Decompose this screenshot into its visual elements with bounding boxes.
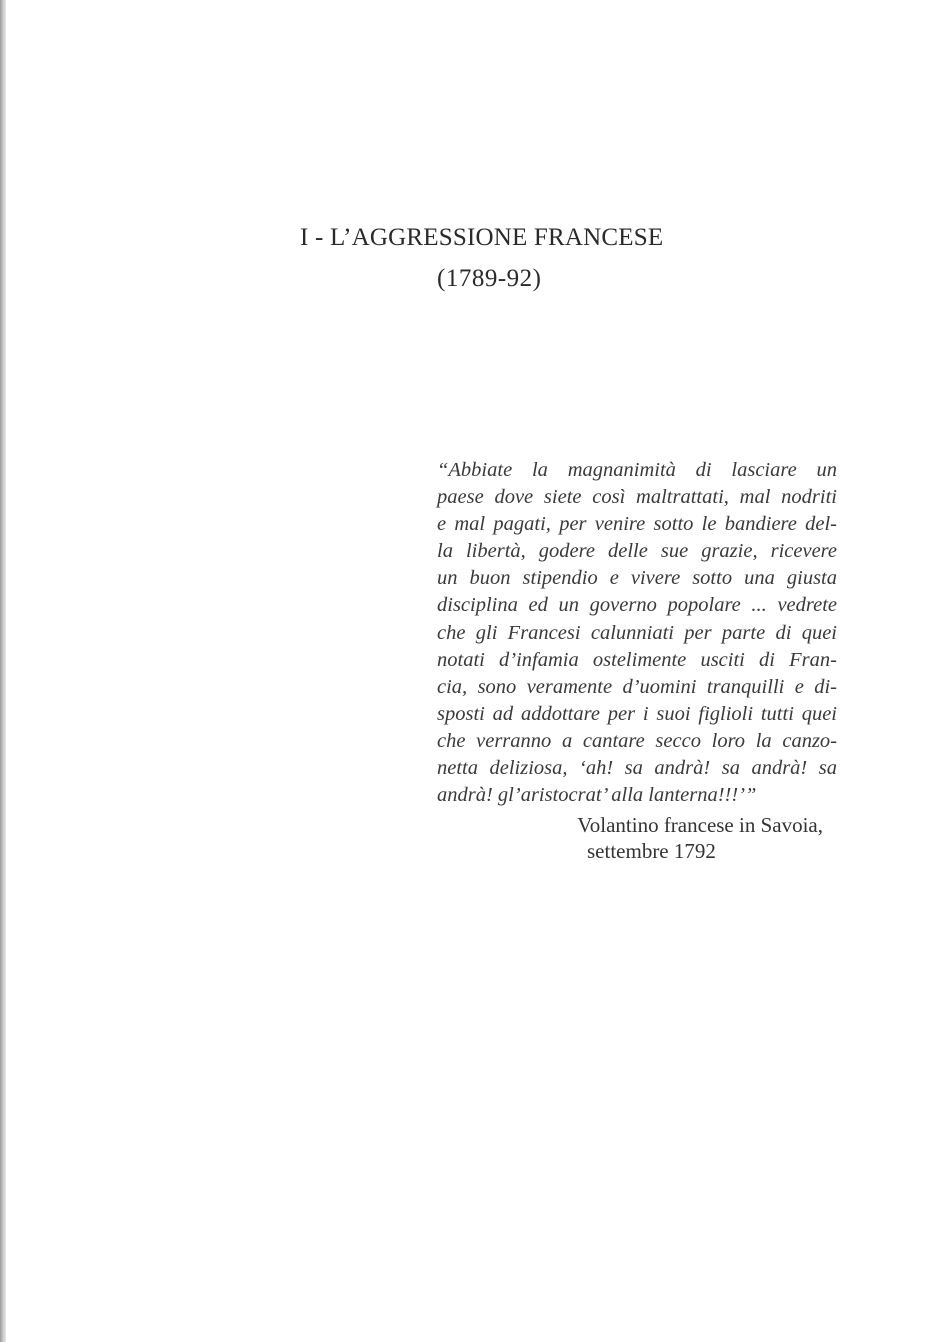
epigraph-line: paese dove siete così maltrattati, mal nodriti (437, 486, 837, 509)
epigraph-attribution (437, 812, 837, 864)
chapter-title: I - L’AGGRESSIONE FRANCESE (300, 224, 664, 251)
epigraph-line: notati d’infamia ostelimente usciti di Fran- (437, 648, 837, 671)
attribution-source: Volantino francese in Savoia, (577, 813, 823, 837)
epigraph-line: sposti ad addottare per i suoi figlioli tutti quei (437, 702, 837, 725)
epigraph-line: andrà! gl’aristocrat’ alla lanterna!!!’” (437, 784, 757, 807)
epigraph-line: disciplina ed un governo popolare ... vedrete (437, 594, 837, 617)
epigraph-line: la libertà, godere delle sue grazie, ricevere (437, 540, 837, 563)
epigraph-quote (437, 457, 837, 809)
attribution-date: settembre 1792 (587, 839, 716, 863)
epigraph-line: che verranno a cantare secco loro la canzo- (437, 729, 837, 752)
epigraph-line: e mal pagati, per venire sotto le bandiere del- (437, 513, 837, 536)
chapter-years: (1789-92) (437, 265, 542, 292)
epigraph-line: cia, sono veramente d’uomini tranquilli e di- (437, 675, 837, 698)
epigraph-line: “Abbiate la magnanimità di lasciare un (437, 459, 837, 481)
epigraph-line: netta deliziosa, ‘ah! sa andrà! sa andrà! sa (437, 757, 837, 780)
epigraph-line: che gli Francesi calunniati per parte di quei (437, 621, 837, 644)
page-binding-edge (0, 0, 6, 1342)
epigraph-line: un buon stipendio e vivere sotto una giusta (437, 567, 837, 590)
